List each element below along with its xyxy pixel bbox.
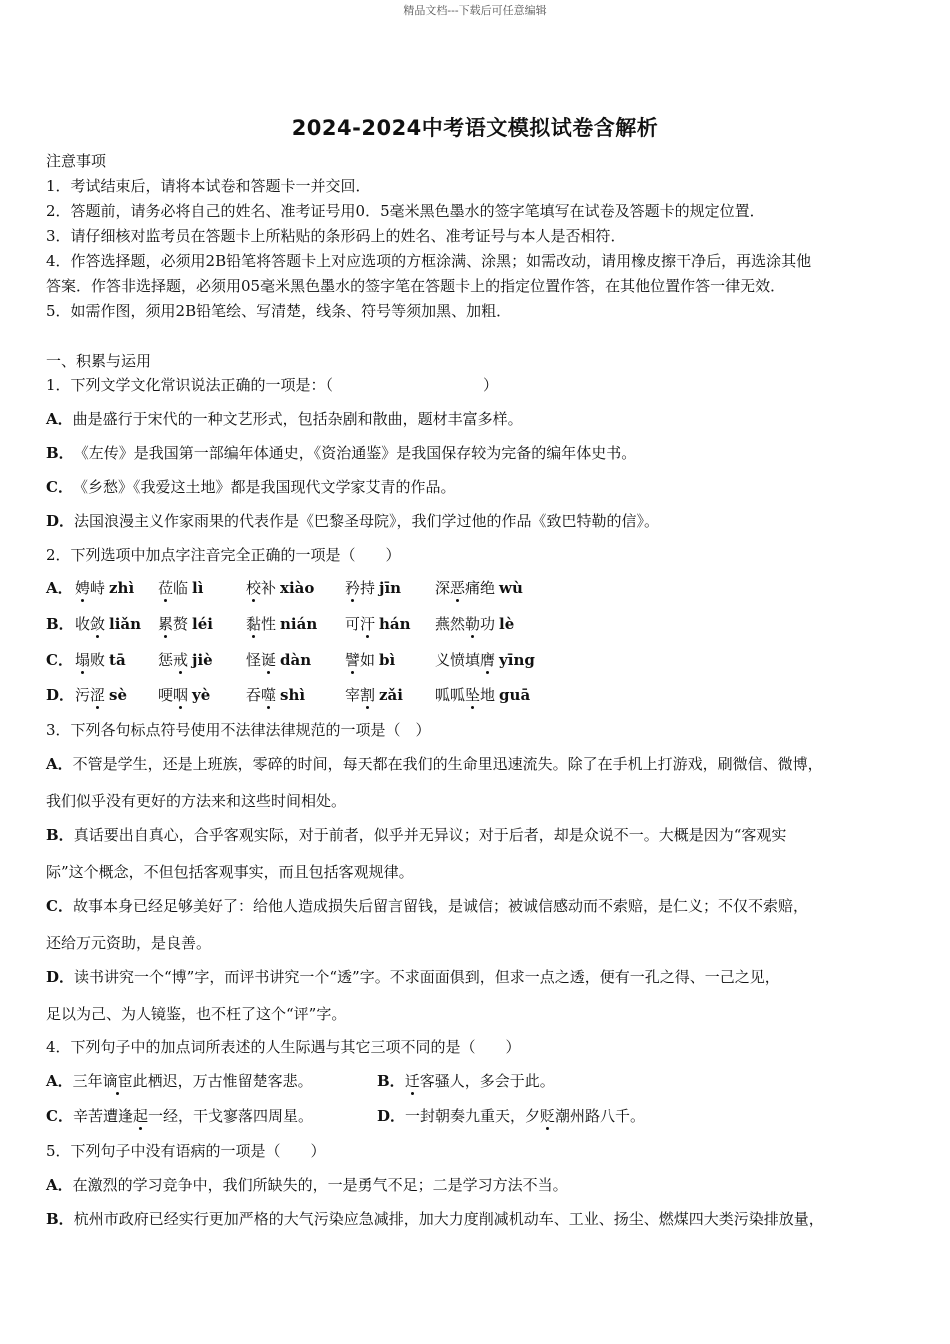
q5-stem: 5．下列句子中没有语病的一项是（ ） [46,1142,326,1160]
q2-item [345,650,395,670]
q4-option-d [377,1106,645,1126]
option-text-post: 一经，干戈寥落四周星。 [147,1107,313,1125]
q2-item-pinyin: xiào [280,579,315,597]
option-text-pre: 一封朝奏九重天，夕 [405,1107,541,1125]
option-text: 不管是学生，还是上班族，零碎的时间，每天都在我们的生命里迅速流失。除了在手机上打游戏，刷微信、微博， [72,755,823,773]
q2-item-dotted: 黏 [246,615,262,633]
q1-option-b [46,443,916,463]
notice-item-4: 4．作答选择题，必须用2B铅笔将答题卡上对应选项的方框涂满、涂黑；如需改动，请用橡皮擦干净后，再选涂其他 [46,252,812,270]
option-label: B． [377,1072,405,1090]
q2-item-pinyin: tā [109,651,126,669]
q2-item [345,685,403,705]
option-label: C． [46,897,73,915]
q2-item-dotted: 累 [158,615,174,633]
q2-item-pinyin: nián [280,615,318,633]
dotted-word: 起 [132,1107,148,1125]
q2-item-pinyin: bì [379,651,396,669]
q2-item-pinyin: shì [280,686,306,704]
dotted-word: 迁 [404,1072,420,1090]
option-label: B． [46,1210,74,1228]
option-label: A． [46,579,73,597]
option-label: A． [46,755,73,773]
q2-item-pinyin: jiè [192,651,213,669]
q2-item-post: 补 [261,579,277,597]
q2-item [75,614,141,634]
q2-item-pre: 可 [345,615,361,633]
option-text-pre: 辛苦遭逢 [72,1107,133,1125]
notice-item-2: 2．答题前，请务必将自己的姓名、准考证号用0．5毫米黑色墨水的签字笔填写在试卷及答题卡的规定位置． [46,202,765,220]
q2-item-pinyin: wù [499,579,523,597]
option-text: 故事本身已经足够美好了：给他人造成损失后留言留钱，是诚信；被诚信感动而不索赔，是仁义；不仅不索赔， [72,897,808,915]
q3-option-b-cont: 际”这个概念，不但包括客观事实，而且包括客观规律。 [46,863,414,881]
q2-item-pinyin: zhì [109,579,135,597]
q2-item-pinyin: liǎn [109,615,142,633]
q2-item-pre: 惩 [158,651,174,669]
option-label: A． [46,1072,73,1090]
q2-item-pre: 燕然 [435,615,466,633]
q2-item [75,578,134,598]
q2-item-dotted: 汗 [360,615,376,633]
q2-item [435,578,523,598]
notice-item-3: 3．请仔细核对监考员在答题卡上所粘贴的条形码上的姓名、准考证号与本人是否相符． [46,227,626,245]
q2-item-pinyin: yīng [499,651,535,669]
q2-item-dotted: 校 [246,579,262,597]
q2-item-dotted: 勒 [465,615,481,633]
q2-item-pinyin: lè [499,615,515,633]
q2-item-pre: 污 [75,686,91,704]
option-label: D． [46,512,75,530]
q2-item-dotted: 塌 [75,651,91,669]
q2-item-post: 败 [90,651,106,669]
q2-stem: 2．下列选项中加点字注音完全正确的一项是（ ） [46,546,401,564]
dotted-word: 谪宦 [102,1072,133,1090]
notice-item-4-cont: 答案．作答非选择题，必须用05毫米黑色墨水的签字笔在答题卡上的指定位置作答，在其他位置作答一律无效． [46,277,786,295]
q2-item [435,614,514,634]
q2-item-post: 持 [360,579,376,597]
q2-item [75,685,127,705]
option-text: 杭州市政府已经实行更加严格的大气污染应急减排，加大力度削减机动车、工业、扬尘、燃煤四大类污染排放量， [73,1210,824,1228]
q1-option-a [46,409,916,429]
q2-item [435,685,530,705]
q2-item-dotted: 譬 [345,651,361,669]
q2-item-post: 赘 [173,615,189,633]
q3-option-c [46,896,916,916]
q1-stem: 1．下列文学文化常识说法正确的一项是：（ ） [46,376,499,394]
q2-item [246,614,317,634]
q2-item [345,578,401,598]
option-text-post: 此栖迟，万古惟留楚客悲。 [132,1072,313,1090]
option-text: 真话要出自真心，合乎客观实际，对于前者，似乎并无异议；对于后者，却是众说不一。大概是因为“客观实 [73,826,787,844]
q4-stem: 4．下列句子中的加点词所表述的人生际遇与其它三项不同的是（ ） [46,1038,521,1056]
q2-item-pinyin: guā [499,686,531,704]
q2-item [246,650,311,670]
q2-item [246,685,305,705]
q1-option-c [46,477,916,497]
option-label: B． [46,615,74,633]
option-label: D． [377,1107,406,1125]
q2-item-dotted: 戒 [173,651,189,669]
option-label: D． [46,686,75,704]
option-label: B． [46,826,74,844]
q2-item-post: 临 [173,579,189,597]
q5-option-b [46,1209,916,1229]
option-text: 读书讲究一个“博”字，而评书讲究一个“透”字。不求面面俱到，但求一点之透，便有一孔之得、一己之见， [74,968,780,986]
q2-item-dotted: 诞 [261,651,277,669]
q2-item-post: 如 [360,651,376,669]
q3-option-b [46,825,916,845]
q2-item-pre: 收 [75,615,91,633]
q2-item-dotted: 娉 [75,579,91,597]
option-text: 《左传》是我国第一部编年体通史，《资治通鉴》是我国保存较为完备的编年体史书。 [73,444,637,462]
q4-option-b [377,1071,555,1091]
q2-item-post: 痛绝 [465,579,496,597]
q2-item-dotted: 恶 [450,579,466,597]
notice-item-5: 5．如需作图，须用2B铅笔绘、写清楚，线条、符号等须加黑、加粗． [46,302,512,320]
q2-item-pinyin: léi [192,615,213,633]
q2-item [345,614,411,634]
header-note: 精品文档---下载后可任意编辑 [403,4,547,17]
option-text-post: 客骚人，多会于此。 [419,1072,555,1090]
q2-item-pre: 呱呱 [435,686,466,704]
q2-item-pinyin: dàn [280,651,312,669]
notice-heading: 注意事项 [46,152,107,170]
option-label: C． [46,651,73,669]
q2-item-pre: 哽 [158,686,174,704]
option-text: 曲是盛行于宋代的一种文艺形式，包括杂剧和散曲，题材丰富多样。 [72,410,523,428]
q2-item [158,578,203,598]
q2-item-pre: 宰 [345,686,361,704]
q2-item-dotted: 涩 [90,686,106,704]
q3-stem: 3．下列各句标点符号使用不法律法律规范的一项是（ ） [46,721,431,739]
option-label: D． [46,968,75,986]
option-text: 法国浪漫主义作家雨果的代表作是《巴黎圣母院》，我们学过他的作品《致巴特勒的信》。 [74,512,660,530]
option-label: A． [46,410,73,428]
option-label: C． [46,478,73,496]
q2-item [158,685,210,705]
q2-item-dotted: 膺 [480,651,496,669]
q2-item-post: 性 [261,615,277,633]
option-text: 在激烈的学习竞争中，我们所缺失的，一是勇气不足；二是学习方法不当。 [72,1176,568,1194]
q2-item-dotted: 咽 [173,686,189,704]
option-label: A． [46,1176,73,1194]
dotted-word: 贬 [540,1107,556,1125]
section-heading: 一、积累与运用 [46,352,152,370]
q2-item-pre: 怪 [246,651,262,669]
q2-item-dotted: 割 [360,686,376,704]
q3-option-c-cont: 还给万元资助，是良善。 [46,934,212,952]
q2-item [246,578,314,598]
q2-item-dotted: 敛 [90,615,106,633]
q4-option-a [46,1071,313,1091]
option-label: C． [46,1107,73,1125]
q2-item-post: 地 [480,686,496,704]
q2-item-extra: 峙 [90,579,106,597]
q2-item [158,650,213,670]
q3-option-d [46,967,916,987]
q2-item-dotted: 噬 [261,686,277,704]
q2-item-pinyin: lì [192,579,204,597]
q3-option-d-cont: 足以为己、为人镜鉴，也不枉了这个“评”字。 [46,1005,347,1023]
q3-option-a-cont: 我们似乎没有更好的方法来和这些时间相处。 [46,792,347,810]
option-label: B． [46,444,74,462]
notice-item-1: 1．考试结束后，请将本试卷和答题卡一并交回． [46,177,371,195]
q2-item-pinyin: jīn [379,579,402,597]
option-text-pre: 三年 [72,1072,103,1090]
page-title: 2024-2024中考语文模拟试卷含解析 [291,116,659,140]
q2-item-pre: 吞 [246,686,262,704]
q2-item-pinyin: yè [192,686,211,704]
q2-item-dotted: 矜 [345,579,361,597]
q2-item-dotted: 莅 [158,579,174,597]
q2-item-pre: 义愤填 [435,651,481,669]
q2-item-pre: 深 [435,579,451,597]
q2-item [158,614,213,634]
q4-option-c [46,1106,313,1126]
q3-option-a [46,754,916,774]
q2-item-dotted: 坠 [465,686,481,704]
option-text-post: 潮州路八千。 [555,1107,646,1125]
q2-item-pinyin: zǎi [379,686,403,704]
q1-option-d [46,511,916,531]
q2-item-pinyin: sè [109,686,128,704]
q5-option-a [46,1175,916,1195]
option-text: 《乡愁》《我爱这土地》都是我国现代文学家艾青的作品。 [72,478,456,496]
q2-item-post: 功 [480,615,496,633]
q2-item [75,650,126,670]
q2-item [435,650,535,670]
q2-item-pinyin: hán [379,615,411,633]
